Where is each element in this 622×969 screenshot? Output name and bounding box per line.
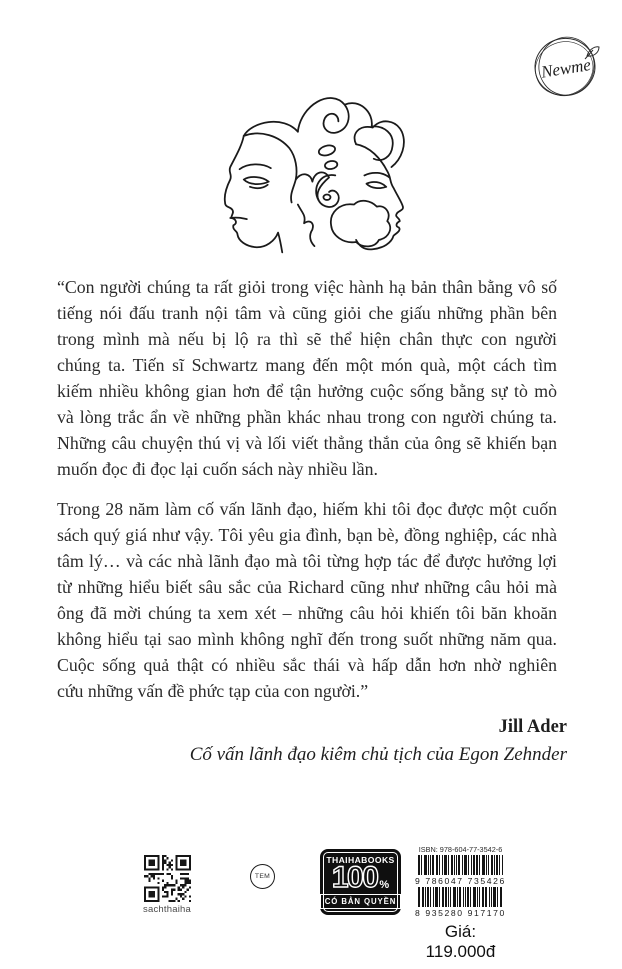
quote-line: Cuộc sống quả thật có nhiều sắc thái và hấp dẫn hơn nhờ nghiên [57, 655, 557, 675]
badge-100-number: 100 [331, 861, 378, 894]
quote-line: tâm lý… và các nhà lãnh đạo mà tôi từng hợp tác để được hưởng lợi [57, 551, 557, 571]
badge-publisher-name: THAIHABOOKS [326, 855, 395, 865]
quote-line: sách quý giá như vậy. Tôi yêu gia đình, bạn bè, đồng nghiệp, các nhà [57, 525, 557, 545]
quote-line: kiếm nhiều không gian hơn để tận hưởng cuộc sống bằng sự tò mò [57, 381, 557, 401]
quote-line: tiếng nói đấu tranh nội tâm và cũng giỏi che giấu những phần bên [57, 303, 557, 323]
quote-line: Trong 28 năm làm cố vấn lãnh đạo, hiếm khi tôi đọc được một cuốn [57, 499, 557, 519]
price-label: Giá: 119.000đ [425, 922, 496, 961]
isbn-label: ISBN: 978-604-77-3542-6 [418, 845, 503, 854]
quote-line: không hiểu tại sao mình không nghĩ đến trong suốt những năm qua. [57, 629, 557, 649]
quote-line: chúng ta. Tiến sĩ Schwartz mang đến một món quà, một cách tìm [57, 355, 557, 375]
badge-tagline: CÓ BẢN QUYỀN [320, 894, 400, 909]
qr-block [141, 855, 193, 915]
badge-percent-sign: % [379, 879, 390, 891]
barcode-block [412, 845, 509, 962]
quote-attribution [57, 714, 567, 768]
quote-author-title: Cố vấn lãnh đạo kiêm chủ tịch của Egon Zehnder [189, 744, 567, 765]
badge-inner-frame [323, 852, 398, 912]
quote-line: và lòng trắc ẩn về những phần khác nhau trong con người chúng ta. [57, 407, 557, 427]
quote-line: ông đã mời chúng ta xem xét – những câu hỏi khiến tôi băn khoăn [57, 603, 557, 623]
qr-caption: sachthaiha [143, 904, 191, 915]
quote-line: từ những hiểu biết sâu sắc của Richard cũng như những câu hỏi mà [57, 577, 557, 597]
isbn-barcode [412, 855, 509, 875]
brand-name: Newme [539, 55, 593, 82]
qr-code [144, 855, 191, 902]
badge-percent-row [331, 861, 390, 894]
newme-logo [527, 29, 605, 105]
product-barcode [412, 887, 509, 907]
product-barcode-digits: 8 935280 917170 [415, 908, 506, 918]
thaihabooks-copyright-badge [320, 849, 401, 915]
quote-author-name: Jill Ader [498, 717, 567, 737]
quote-paragraph-2 [57, 496, 557, 704]
quote-line: “Con người chúng ta rất giỏi trong việc hành hạ bản thân bằng vô số [57, 277, 557, 297]
tem-stamp [250, 864, 275, 889]
isbn-barcode-digits: 9 786047 735426 [415, 876, 506, 886]
tem-stamp-label: TEM [254, 873, 271, 880]
leaf-icon [585, 47, 599, 59]
quote-line: muốn đọc đi đọc lại cuốn sách này nhiều lần. [57, 459, 378, 479]
endorsement-quote [57, 274, 557, 704]
faces-line-art-illustration [198, 70, 406, 260]
quote-line: trong mình mà nếu bị lộ ra thì sẽ thể hiện chân thực con người [57, 329, 557, 349]
quote-paragraph-1 [57, 274, 557, 482]
quote-line: Những câu chuyện thú vị và lối viết thẳng thắn của ông sẽ khiến bạn [57, 433, 557, 453]
quote-line: cứu những vấn đề phức tạp của con người.” [57, 681, 369, 701]
